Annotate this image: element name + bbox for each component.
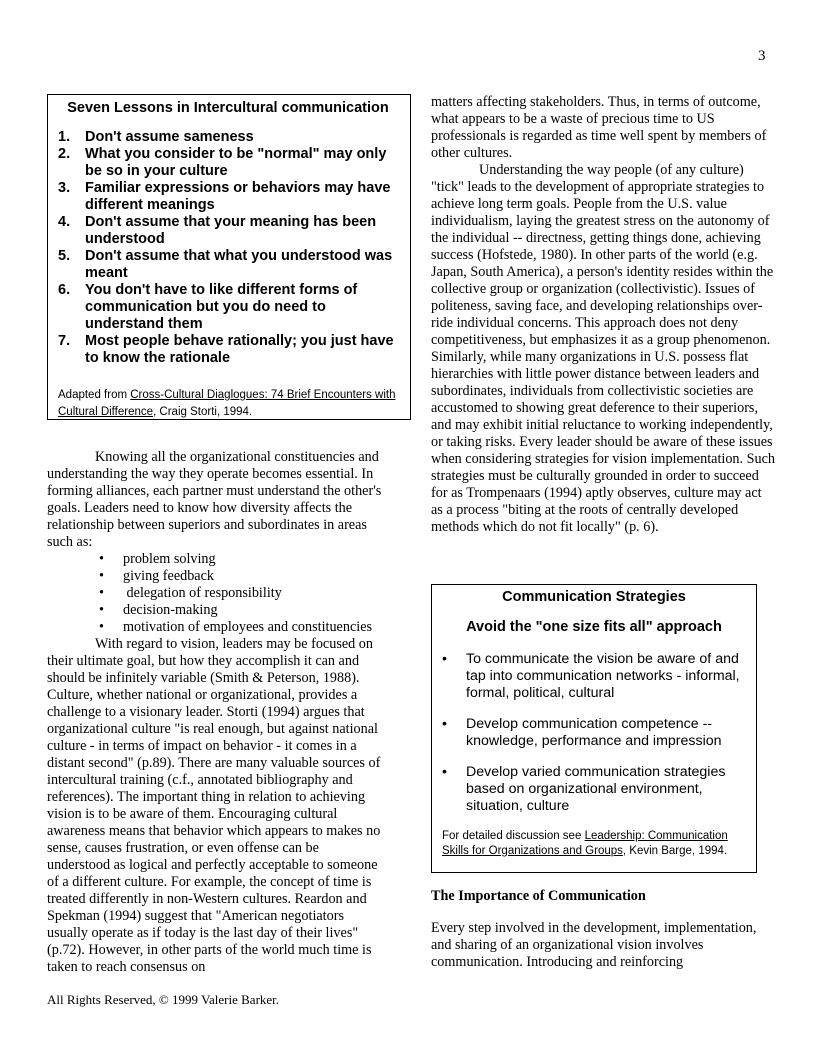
bullet-text: decision-making (123, 602, 218, 618)
lesson-number: 5. (58, 248, 71, 264)
body-paragraph: matters affecting stakeholders. Thus, in terms of outcome, what appears to be a waste of precious time to US professionals is regarded as time well spent by members of other cultures. (431, 94, 767, 161)
bullet-text: giving feedback (123, 568, 214, 584)
body-paragraph: With regard to vision, leaders may be focused on their ultimate goal, but how they accomplish it can and should be infinitely variable (Smith & Peterson, 1988). Culture, whether national or organizational, provides a challenge to a visionary leader. Storti (1994) argues that organizational culture "is real enough, but against national culture - in terms of impact on behavior - it comes in a distant second" (p.89). There are many valuable sources of intercultural training (c.f., annotated bibliography and references). The important thing in relation to achieving vision is to be aware of them. Encouraging cultural awareness means that behavior which appears to makes no sense, causes frustration, or even offense can be understood as logical and perfectly acceptable to someone of a different culture. For example, the concept of time is treated differently in non-Western cultures. Reardon and Spekman (1994) suggest that "American negotiators usually operate as if today is the last day of their lives" (p.72). However, in other parts of the world much time is taken to reach consensus on (47, 636, 381, 975)
credit-book-title: Leadership: Communication Skills for Organizations and Groups (442, 830, 728, 857)
comm-strategy-text: Develop varied communication strategies based on organizational environment, situation, culture (466, 764, 726, 814)
bullet-icon: • (99, 602, 104, 618)
lesson-item (56, 180, 400, 214)
body-paragraph: Understanding the way people (of any culture) "tick" leads to the development of appropriate strategies to achieve long term goals. People from the U.S. value individualism, laying the greatest stress on the autonomy of the individual -- directness, getting things done, achieving success (Hofstede, 1980). In other parts of the world (e.g. Japan, South America), a person's identity resides within the collective group or organization (collectivistic). Issues of politeness, saving face, and developing relationships over-ride individual concerns. This approach does not deny competitiveness, but emphasizes it as a group phenomenon. Similarly, while many organizations in U.S. possess flat hierarchies with little power distance between leaders and subordinates, individuals from collectivistic societies are accustomed to showing great deference to their superiors, and may exhibit initial reluctance to working independently, or taking risks. Every leader should be aware of these issues when considering strategies for vision implementation. Such strategies must be culturally grounded in order to succeed for as Trompenaars (1994) aptly observes, culture may act as a process "biting at the roots of centrally developed methods which do not fit locally" (p. 6). (431, 162, 775, 535)
bullet-text: problem solving (123, 551, 216, 567)
bullet-icon: • (442, 764, 447, 780)
comm-strategy-item (442, 764, 746, 815)
bullet-text: delegation of responsibility (123, 585, 282, 601)
bullet-icon: • (442, 716, 447, 732)
section-heading: The Importance of Communication (431, 888, 646, 904)
comm-strategy-text: Develop communication competence -- knowledge, performance and impression (466, 716, 722, 749)
lesson-item (56, 282, 400, 333)
bullet-icon: • (442, 651, 447, 667)
bullet-item (47, 619, 385, 636)
page-number: 3 (758, 48, 766, 64)
bullet-icon: • (99, 619, 104, 635)
lesson-item (56, 214, 400, 248)
bullet-icon: • (99, 551, 104, 567)
lesson-text: Most people behave rationally; you just have to know the rationale (85, 333, 394, 366)
lesson-text: Don't assume that what you understood was meant (85, 248, 393, 281)
bullet-item (47, 602, 385, 619)
lesson-item (56, 146, 400, 180)
comm-credit (442, 829, 746, 859)
lesson-text: Don't assume sameness (85, 129, 254, 145)
body-paragraph: Every step involved in the development, implementation, and sharing of an organizational vision involves communication. Introducing and reinforcing (431, 920, 757, 970)
bullet-item (47, 585, 385, 602)
lesson-number: 4. (58, 214, 71, 230)
credit-suffix: , Craig Storti, 1994. (153, 406, 253, 418)
left-column-text (47, 449, 385, 976)
lessons-box (47, 94, 411, 420)
credit-prefix: For detailed discussion see (442, 830, 585, 842)
bullet-icon: • (99, 585, 104, 601)
footer-copyright: All Rights Reserved, © 1999 Valerie Barker. (47, 992, 280, 1007)
lesson-number: 6. (58, 282, 71, 298)
right-column-text (431, 94, 776, 536)
comm-strategy-list (442, 651, 746, 815)
bullet-text: motivation of employees and constituencies (123, 619, 373, 635)
lesson-item (56, 129, 400, 146)
comm-strategy-item (442, 651, 746, 702)
lesson-number: 1. (58, 129, 71, 145)
comm-strategy-text: To communicate the vision be aware of and tap into communication networks - informal, formal, political, cultural (466, 651, 740, 701)
lessons-credit (56, 387, 400, 421)
lesson-number: 3. (58, 180, 71, 196)
lessons-list (56, 129, 400, 367)
credit-book-title: Cross-Cultural Diaglogues: 74 Brief Encounters with Cultural Difference (58, 389, 396, 418)
lesson-text: Familiar expressions or behaviors may have different meanings (85, 180, 391, 213)
lesson-text: You don't have to like different forms of communication but you do need to understand them (85, 282, 358, 332)
communication-strategies-box (431, 584, 757, 873)
comm-strategy-item (442, 716, 746, 750)
lesson-number: 2. (58, 146, 71, 162)
comm-box-title: Communication Strategies (502, 589, 686, 605)
lesson-text: Don't assume that your meaning has been understood (85, 214, 377, 247)
bullet-item (47, 568, 385, 585)
credit-suffix: , Kevin Barge, 1994. (622, 845, 728, 857)
bullet-list (47, 551, 385, 636)
lessons-box-title: Seven Lessons in Intercultural communication (67, 100, 389, 116)
lesson-item (56, 333, 400, 367)
body-paragraph: Knowing all the organizational constituencies and understanding the way they operate becomes essential. In forming alliances, each partner must understand the other's goals. Leaders need to know how diversity affects the relationship between superiors and subordinates in areas such as: (47, 449, 382, 550)
bullet-icon: • (99, 568, 104, 584)
comm-box-subtitle: Avoid the "one size fits all" approach (466, 619, 722, 635)
bullet-item (47, 551, 385, 568)
lesson-number: 7. (58, 333, 71, 349)
lesson-item (56, 248, 400, 282)
credit-prefix: Adapted from (58, 389, 131, 401)
lesson-text: What you consider to be "normal" may only be so in your culture (85, 146, 387, 179)
